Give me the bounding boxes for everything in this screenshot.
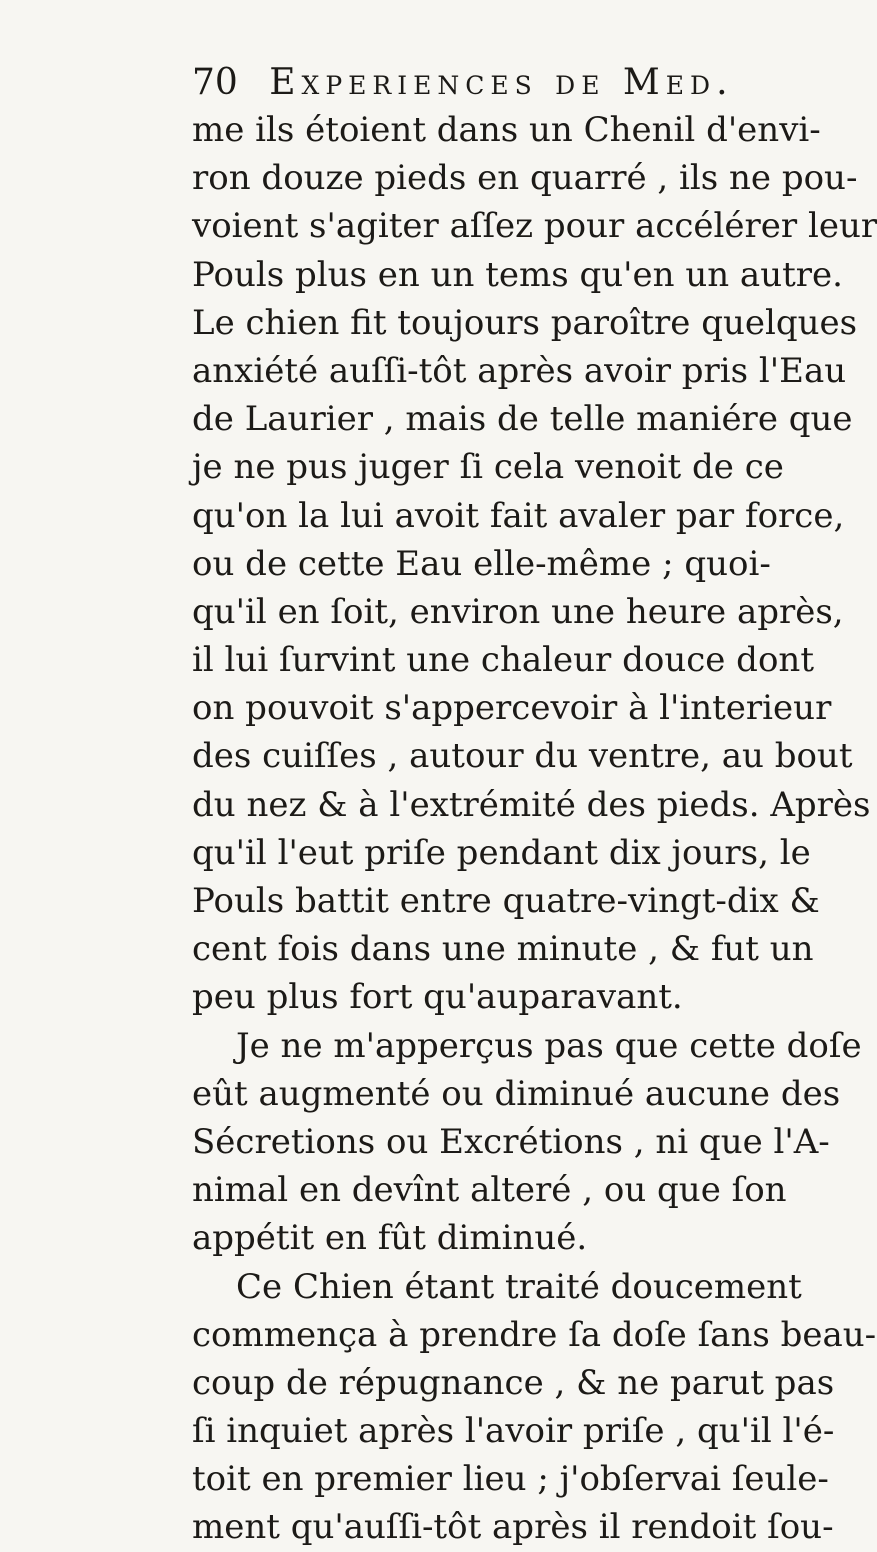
text-line: commença à prendre ſa doſe ſans beau- — [192, 1314, 877, 1355]
body-text — [192, 106, 877, 1552]
text-line: il lui ſurvint une chaleur douce dont — [192, 640, 814, 681]
text-line: coup de répugnance , & ne parut pas — [192, 1362, 835, 1403]
text-line: nimal en devînt alteré , ou que ſon — [192, 1170, 787, 1211]
text-line: ment qu'auſſi-tôt après il rendoit ſou- — [192, 1507, 834, 1548]
page-number: 70 — [192, 62, 238, 103]
text-line: Pouls plus en un tems qu'en un autre. — [192, 254, 843, 295]
text-line: ou de cette Eau elle-même ; quoi- — [192, 543, 771, 584]
text-line: de Laurier , mais de telle maniére que — [192, 399, 853, 440]
text-line: du nez & à l'extrémité des pieds. Après — [192, 784, 871, 825]
text-line: qu'on la lui avoit fait avaler par force, — [192, 495, 845, 536]
text-line: ron douze pieds en quarré , ils ne pou- — [192, 158, 858, 199]
text-line: appétit en fût diminué. — [192, 1218, 588, 1259]
text-line: on pouvoit s'appercevoir à l'interieur — [192, 688, 832, 729]
text-line: me ils étoient dans un Chenil d'envi- — [192, 110, 821, 150]
text-line: anxiété auſſi-tôt après avoir pris l'Eau — [192, 350, 847, 391]
text-line: Sécretions ou Excrétions , ni que l'A- — [192, 1121, 830, 1162]
text-line: qu'il en ſoit, environ une heure après, — [192, 591, 844, 632]
paragraph-start-line: Ce Chien étant traité doucement — [236, 1266, 802, 1307]
running-head: Experiences de Med. — [269, 62, 734, 103]
text-line: Pouls battit entre quatre-vingt-dix & — [192, 881, 820, 921]
page-header — [192, 58, 752, 108]
text-line: voient s'agiter aſſez pour accélérer leur — [192, 206, 877, 247]
paragraph-start-line: Je ne m'apperçus pas que cette doſe — [236, 1025, 862, 1066]
text-line: Le chien fit toujours paroître quelques — [192, 302, 858, 343]
text-line: qu'il l'eut priſe pendant dix jours, le — [192, 832, 811, 873]
text-line: eût augmenté ou diminué aucune des — [192, 1073, 841, 1114]
text-line: des cuiſſes , autour du ventre, au bout — [192, 736, 853, 777]
text-line: je ne pus juger ſi cela venoit de ce — [192, 447, 784, 488]
text-line: peu plus fort qu'auparavant. — [192, 977, 683, 1018]
text-line: ſi inquiet après l'avoir priſe , qu'il l'é- — [192, 1411, 835, 1452]
text-line: toit en premier lieu ; j'obſervai ſeule- — [192, 1459, 829, 1500]
text-line: cent fois dans une minute , & fut un — [192, 929, 814, 970]
